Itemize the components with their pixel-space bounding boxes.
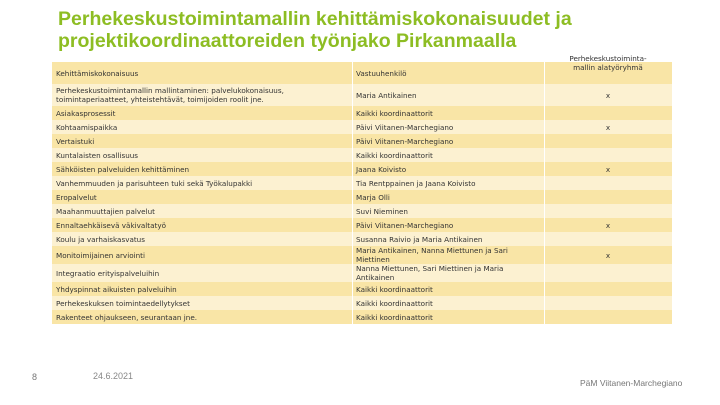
column-divider (544, 232, 545, 246)
column-divider (352, 310, 353, 324)
row-topic-line1: Perhekeskustoimintamallin mallintaminen: palvelukokonaisuus, (56, 86, 284, 95)
column-divider (352, 134, 353, 148)
row-responsible-line1: Nanna Miettunen, Sari Miettinen ja Maria (356, 264, 504, 273)
column-divider (544, 296, 545, 310)
column-divider (352, 148, 353, 162)
column-divider (544, 310, 545, 324)
row-responsible: Suvi Nieminen (356, 207, 408, 216)
row-topic: Vertaistuki (56, 137, 95, 146)
row-topic: Integraatio erityispalveluihin (56, 269, 160, 278)
column-divider (544, 218, 545, 232)
row-responsible-line2: Miettinen (356, 255, 390, 264)
slide-title-line1: Perhekeskustoimintamallin kehittämiskokonaisuudet ja (58, 8, 572, 30)
table-row (52, 246, 672, 264)
row-responsible: Päivi Viitanen-Marchegiano (356, 137, 454, 146)
column-divider (352, 218, 353, 232)
column-divider (352, 204, 353, 218)
table-row (52, 120, 672, 134)
row-subgroup-mark: x (605, 221, 611, 230)
row-responsible: Maria Antikainen (356, 91, 417, 100)
column-divider (352, 232, 353, 246)
footer-author: PäM Viitanen-Marchegiano (580, 378, 683, 388)
column-divider (352, 190, 353, 204)
table-row (52, 296, 672, 310)
table-row (52, 106, 672, 120)
row-responsible (356, 264, 536, 282)
row-responsible: Tia Rentppainen ja Jaana Koivisto (356, 179, 476, 188)
table-row (52, 134, 672, 148)
row-topic: Rakenteet ohjaukseen, seurantaan jne. (56, 313, 198, 322)
row-topic: Eropalvelut (56, 193, 97, 202)
column-divider (544, 204, 545, 218)
table-header-row (52, 54, 672, 84)
header-col3-line2: mallin alatyöryhmä (573, 63, 643, 72)
column-divider (544, 246, 545, 264)
table-row (52, 282, 672, 296)
column-divider (352, 120, 353, 134)
column-divider (352, 84, 353, 106)
column-divider (544, 190, 545, 204)
row-responsible: Jaana Koivisto (356, 165, 407, 174)
row-responsible (356, 246, 536, 264)
row-topic: Sähköisten palveluiden kehittäminen (56, 165, 190, 174)
row-responsible-line2: Antikainen (356, 273, 395, 282)
row-topic (56, 86, 284, 104)
row-subgroup-mark: x (605, 251, 611, 260)
column-divider (352, 162, 353, 176)
table-row (52, 190, 672, 204)
table-row (52, 264, 672, 282)
column-divider (544, 62, 545, 84)
row-topic: Kohtaamispaikka (56, 123, 118, 132)
row-responsible: Kaikki koordinaattorit (356, 151, 433, 160)
header-col1: Kehittämiskokonaisuus (56, 69, 139, 78)
row-subgroup-mark: x (605, 91, 611, 100)
page-number: 8 (32, 372, 38, 382)
table-row (52, 162, 672, 176)
table-row (52, 218, 672, 232)
row-topic: Ennaltaehkäisevä väkivaltatyö (56, 221, 166, 230)
row-responsible: Kaikki koordinaattorit (356, 299, 433, 308)
column-divider (352, 296, 353, 310)
header-col3 (548, 54, 668, 72)
row-topic: Perhekeskuksen toimintaedellytykset (56, 299, 190, 308)
column-divider (352, 62, 353, 84)
column-divider (352, 264, 353, 282)
column-divider (544, 264, 545, 282)
row-responsible: Marja Olli (356, 193, 390, 202)
row-responsible-line1: Maria Antikainen, Nanna Miettunen ja Sari (356, 246, 508, 255)
row-topic: Yhdyspinnat aikuisten palveluihin (56, 285, 177, 294)
row-topic: Asiakasprosessit (56, 109, 116, 118)
row-responsible: Kaikki koordinaattorit (356, 285, 433, 294)
row-subgroup-mark: x (605, 123, 611, 132)
table-row (52, 310, 672, 324)
column-divider (544, 120, 545, 134)
row-responsible: Päivi Viitanen-Marchegiano (356, 221, 454, 230)
table-row (52, 204, 672, 218)
row-subgroup-mark: x (605, 165, 611, 174)
column-divider (352, 176, 353, 190)
column-divider (544, 176, 545, 190)
column-divider (544, 134, 545, 148)
table-row (52, 176, 672, 190)
column-divider (352, 106, 353, 120)
column-divider (352, 282, 353, 296)
slide-title (58, 8, 698, 52)
column-divider (544, 106, 545, 120)
column-divider (352, 246, 353, 264)
row-topic: Monitoimijainen arviointi (56, 251, 145, 260)
table-row (52, 148, 672, 162)
header-col3-line1: Perhekeskustoiminta- (569, 54, 647, 63)
row-responsible: Päivi Viitanen-Marchegiano (356, 123, 454, 132)
column-divider (544, 148, 545, 162)
row-topic-line2: toimintaperiaatteet, yhteistehtävät, toimijoiden roolit jne. (56, 95, 264, 104)
row-responsible: Kaikki koordinaattorit (356, 109, 433, 118)
column-divider (544, 282, 545, 296)
footer-date: 24.6.2021 (93, 371, 134, 381)
table-row (52, 232, 672, 246)
column-divider (544, 162, 545, 176)
slide-title-line2: projektikoordinaattoreiden työnjako Pirkanmaalla (58, 30, 517, 52)
row-topic: Kuntalaisten osallisuus (56, 151, 139, 160)
header-col2: Vastuuhenkilö (356, 69, 407, 78)
row-responsible: Susanna Raivio ja Maria Antikainen (356, 235, 483, 244)
column-divider (544, 84, 545, 106)
row-topic: Koulu ja varhaiskasvatus (56, 235, 145, 244)
table-row (52, 84, 672, 106)
row-responsible: Kaikki koordinaattorit (356, 313, 433, 322)
row-topic: Vanhemmuuden ja parisuhteen tuki sekä Työkalupakki (56, 179, 253, 188)
row-topic: Maahanmuuttajien palvelut (56, 207, 155, 216)
